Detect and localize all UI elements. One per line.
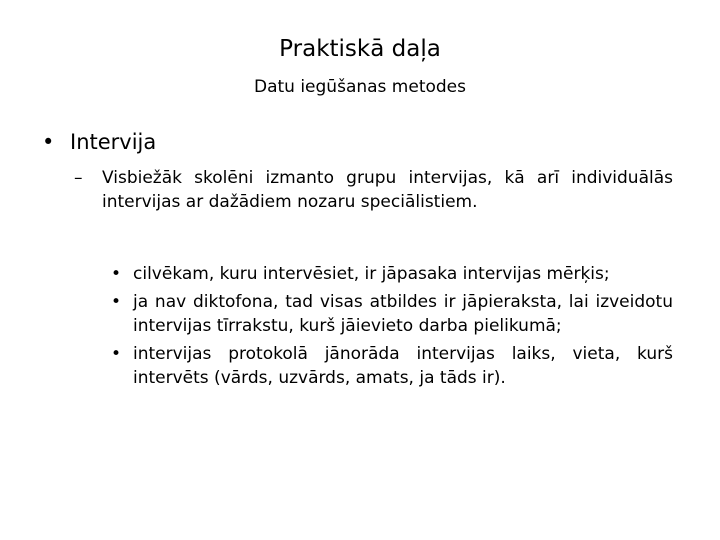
sub-bullet-list (111, 262, 673, 394)
list-item (111, 342, 673, 390)
list-item-text: intervijas protokolā jānorāda intervijas laiks, vieta, kurš intervēts (vārds, uzvārds, amats, ja tāds ir). (133, 344, 673, 388)
slide-subtitle: Datu iegūšanas metodes (253, 77, 467, 97)
dash-text: Visbiežāk skolēni izmanto grupu intervijas, kā arī individuālās intervijas ar dažādiem nozaru speciālistiem. (102, 168, 673, 212)
bullet-text: Intervija (70, 130, 157, 154)
dash-item (74, 166, 673, 214)
list-item (111, 262, 673, 286)
list-item-text: cilvēkam, kuru intervēsiet, ir jāpasaka intervijas mērķis; (133, 264, 610, 284)
list-item-text: ja nav diktofona, tad visas atbildes ir jāpieraksta, lai izveidotu intervijas tīrrakstu, kurš jāievieto darba pielikumā; (133, 292, 673, 336)
list-item (111, 290, 673, 338)
sub-bullet-marker: • (111, 344, 122, 364)
slide-title: Praktiskā daļa (279, 36, 441, 62)
bullet-marker: • (42, 130, 55, 154)
sub-bullet-marker: • (111, 264, 122, 284)
sub-bullet-marker: • (111, 292, 122, 312)
bullet-intervija (42, 128, 682, 156)
dash-marker: – (74, 168, 83, 188)
